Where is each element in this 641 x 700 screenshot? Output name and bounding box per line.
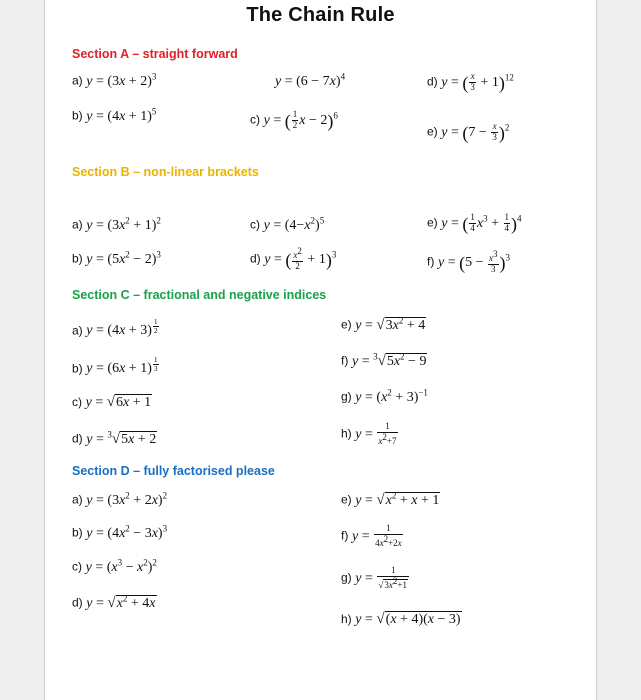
question-b-d: d) y = ( $\frac{x^2}{2}$ + 1)$^3$ — [250, 246, 337, 271]
question-label: d) — [427, 74, 438, 89]
section-d-heading: Section D – fully factorised please — [72, 464, 275, 478]
question-label: d) — [72, 595, 83, 610]
question-a-c: c) y = ( $\frac{1}{2}$ x − 2)$^6$ — [250, 109, 338, 131]
right-margin — [596, 0, 641, 700]
question-a-b: b) $y = (4x + 1)^5$ — [72, 106, 157, 124]
question-label: c) — [72, 559, 82, 574]
question-label: h) — [341, 426, 352, 441]
question-label: h) — [341, 612, 352, 626]
question-a-a: a) $y = (3x + 2)^3$ — [72, 71, 157, 89]
question-c-b: b) y = (6x + 1) $^{\frac{1}{3}}$ — [72, 355, 158, 377]
question-c-a: a) y = (4x + 3) $^{\frac{1}{2}}$ — [72, 317, 158, 339]
question-label: c) — [250, 112, 260, 127]
question-label: e) — [427, 215, 438, 230]
question-d-h: h) y = √(x + 4)(x − 3) — [341, 611, 461, 627]
question-c-c: c) y = √6x + 1 — [72, 394, 152, 410]
question-a-unlabeled: $y = (6 - 7x)^4$ — [275, 71, 346, 89]
question-label: g) — [341, 389, 352, 404]
question-label: e) — [427, 124, 438, 139]
question-label: a) — [72, 73, 83, 88]
question-d-b: b) $y = (4x^2 - 3x)^3$ — [72, 523, 168, 541]
question-label: f) — [341, 353, 349, 368]
question-d-d: d) $y = √x^2 + 4x$ — [72, 593, 156, 611]
question-label: b) — [72, 525, 83, 540]
question-label: a) — [72, 492, 83, 507]
question-label: a) — [72, 323, 83, 338]
question-b-f: f) y = (5 − $\frac{x^3}{3}$ )$^3$ — [427, 249, 510, 274]
question-b-a: a) $y = (3x^2 + 1)^2$ — [72, 215, 161, 233]
question-label: f) — [341, 528, 349, 543]
question-c-f: f) $y = ^3√5x^2 - 9$ — [341, 351, 427, 369]
section-a-heading: Section A – straight forward — [72, 47, 238, 61]
left-margin — [0, 0, 45, 700]
section-b-heading: Section B – non-linear brackets — [72, 165, 259, 179]
question-label: e) — [341, 492, 352, 507]
question-d-c: c) $y = (x^3 - x^2)^2$ — [72, 557, 157, 575]
question-d-f: f) y = $\frac{1}{4x^2+2x}$ — [341, 523, 402, 548]
question-d-e: e) $y = √x^2 + x + 1$ — [341, 490, 440, 508]
question-c-d: d) y = $^3$√5x + 2 — [72, 429, 157, 447]
question-b-e: e) y = ( $\frac{1}{4}$ $x^3$ + $\frac{1}{4}$ )$^4$ — [427, 212, 522, 234]
question-c-g: g) $y = (x^2 + 3)^{-1}$ — [341, 387, 428, 405]
question-label: c) — [72, 395, 82, 409]
page-title: The Chain Rule — [246, 4, 395, 26]
question-label: d) — [72, 431, 83, 446]
question-c-h: h) y = $\frac{1}{x^2+7}$ — [341, 421, 397, 446]
question-label: b) — [72, 251, 83, 266]
question-label: e) — [341, 317, 352, 332]
question-b-b: b) $y = (5x^2 - 2)^3$ — [72, 249, 161, 267]
question-d-g: g) y = $\frac{1}{√3x^2+1}$ — [341, 565, 407, 590]
question-a-e: e) y = (7 − $\frac{x}{3}$ )$^2$ — [427, 121, 510, 143]
question-a-d: d) y = ( $\frac{x}{3}$ + 1)$^{12}$ — [427, 71, 514, 93]
question-label: a) — [72, 217, 83, 232]
question-b-c: c) $y = (4-x^2)^5$ — [250, 215, 325, 233]
question-label: c) — [250, 217, 260, 232]
question-label: f) — [427, 254, 435, 269]
section-c-heading: Section C – fractional and negative indices — [72, 288, 327, 302]
question-label: b) — [72, 361, 83, 376]
question-label: b) — [72, 108, 83, 123]
question-label: g) — [341, 570, 352, 585]
question-label: d) — [250, 251, 261, 266]
question-c-e: e) $y = √3x^2 + 4$ — [341, 315, 426, 333]
question-d-a: a) $y = (3x^2 + 2x)^2$ — [72, 490, 168, 508]
